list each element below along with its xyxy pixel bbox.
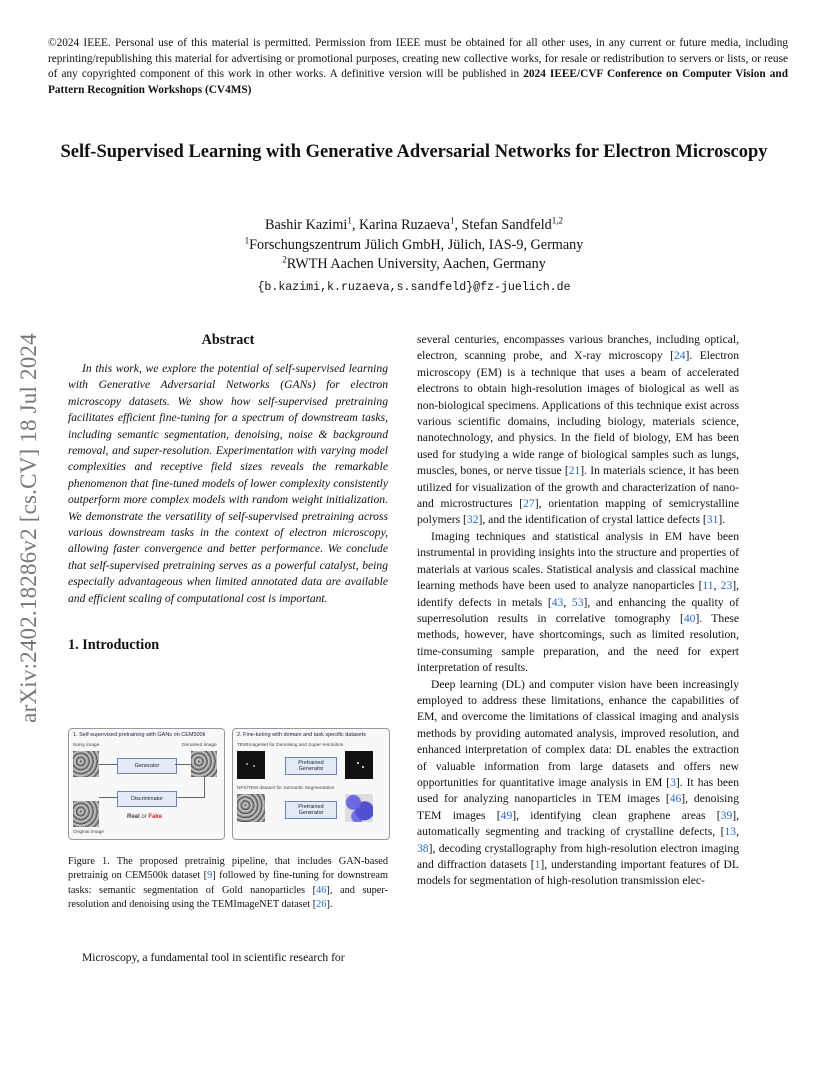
panel-title: 1. Self-supervised pretraining with GANs on CEM500k bbox=[73, 732, 206, 738]
citation[interactable]: 9 bbox=[207, 870, 213, 882]
dataset-label: TEMImageNet for Denoising and Super-resolution bbox=[237, 743, 344, 748]
citation[interactable]: 38 bbox=[417, 841, 429, 855]
citation[interactable]: 1 bbox=[534, 858, 541, 871]
section-heading-introduction: 1. Introduction bbox=[68, 637, 160, 654]
right-column bbox=[417, 332, 739, 890]
nfs-input-thumbnail bbox=[237, 794, 265, 822]
real-or-fake-label: Real or Fake bbox=[127, 814, 163, 820]
figure-panel-pretraining bbox=[68, 728, 225, 840]
body-paragraph: Imaging techniques and statistical analysis in EM have been instrumental in providing insights into the structure and properties of materials at various scales. Statistical analysis and classical machine learning methods have been used to analyze nanoparticles [11, 23], identify defects in metals [43, 53], and enhancing the quality of superresolution results in correlative tomography [40]. These methods, however, have shortcomings, such as limited resolution, time-consuming sample preparation, and the need for expert interpretation of results. bbox=[417, 529, 739, 675]
paper-title: Self-Supervised Learning with Generative Adversarial Networks for Electron Microscopy bbox=[60, 142, 768, 162]
citation[interactable]: 49 bbox=[500, 808, 513, 822]
abstract-text: In this work, we explore the potential of self-supervised learning with Generative Adversarial Networks (GANs) for electron microscopy datasets. We show how self-supervised pretraining facilitates efficient fine-tuning for a spectrum of downstream tasks, including semantic segmentation, denoising, noise & background removal, and super-resolution. Experimentation with varying model complexities and receptive field sizes reveals the remarkable phenomenon that fine-tuned models of lower complexity consistently outperform more complex models with random weight initialization. We demonstrate the versatility of self-supervised pretraining across various downstream tasks in the context of electron microscopy, allowing faster convergence and better performance. We conclude that self-supervised pretraining serves as a powerful catalyst, being especially advantageous when limited annotated data are available and efficient scaling of computational cost is important. bbox=[68, 362, 388, 605]
dataset-label: NFS/TEM dataset for Semantic Segmentation bbox=[237, 786, 335, 791]
citation[interactable]: 24 bbox=[673, 349, 686, 363]
citation[interactable]: 32 bbox=[466, 513, 479, 527]
left-column bbox=[68, 332, 388, 654]
original-image-thumbnail bbox=[73, 801, 99, 827]
noisy-image-thumbnail bbox=[73, 751, 99, 777]
arxiv-sidebar-stamp: arXiv:2402.18286v2 [cs.CV] 18 Jul 2024 bbox=[16, 332, 41, 723]
author-names: Bashir Kazimi$^1$, Karina Ruzaeva$^1$, Stefan Sandfeld$^{1,2}$ bbox=[264, 215, 564, 233]
body-paragraph: several centuries, encompasses various branches, including optical, electron, scanning probe, and X-ray microscopy [24]. Electron microscopy (EM) is a technique that uses a beam of accelerated electrons to obtain high-resolution images of biological as well as non-biological specimens. Applications of this technique exist across various scientific domains, including biology, materials science, nanotechnology, and physics. In the field of biology, EM has been used for studying a wide range of biological samples such as lungs, muscles, bones, or nerve tissue [21]. In materials science, it has been utilized for visualization of the growth and characterization of nano- and microstructures [27], orientation mapping of semicrystalline polymers [32], and the identification of crystal lattice defects [31]. bbox=[417, 333, 740, 527]
citation[interactable]: 23 bbox=[720, 579, 733, 593]
figure-caption: Figure 1. The proposed pretrainig pipeline, that includes GAN-based pretrainig on CEM500k dataset [9] followed by fine-tuning for downstream tasks: semantic segmentation of Gold nanoparticles [46], and super-resolution and denoising using the TEMImageNET dataset [26]. bbox=[68, 856, 388, 910]
noisy-image-label: Noisy image bbox=[73, 743, 100, 748]
copyright-notice: ©2024 IEEE. Personal use of this material is permitted. Permission from IEEE must be obtained for all other uses, in any current or future media, including reprinting/republishing this material for advertising or promotional purposes, creating new collective works, for resale or redistribution to servers or lists, or reuse of any copyrighted component of this work in other works. A definitive version will be published in 2024 IEEE/CVF Conference on Computer Vision and Pattern Recognition Workshops (CV4MS) bbox=[48, 37, 788, 96]
denoised-image-thumbnail bbox=[191, 751, 217, 777]
generator-box: Generator bbox=[117, 758, 177, 774]
citation[interactable]: 13 bbox=[724, 825, 737, 839]
citation[interactable]: 27 bbox=[523, 497, 535, 511]
author-name: Stefan Sandfeld bbox=[461, 217, 552, 233]
affiliation: $^2$RWTH Aachen University, Aachen, Germany bbox=[282, 254, 546, 273]
temimagenet-output-thumbnail bbox=[345, 751, 373, 779]
temimagenet-input-thumbnail bbox=[237, 751, 265, 779]
venue-name: 2024 IEEE/CVF Conference on Computer Vision and Pattern Recognition Workshops (CV4MS) bbox=[48, 68, 788, 96]
citation[interactable]: 31 bbox=[706, 513, 719, 527]
intro-paragraph-start: Microscopy, a fundamental tool in scientific research for bbox=[82, 951, 345, 964]
body-paragraph: Deep learning (DL) and computer vision have been increasingly employed to address these limitations, enhance the capabilities of EM, and overcome the limitations of classical imaging and analysis methods by providing automated analysis, improved resolution, and enhanced interpretation of complex data: DL enables the extraction of valuable information from large datasets and offers new opportunities for quantitative image analysis in EM [3]. It has been used for analyzing nanoparticles in TEM images [46], denoising TEM images [49], identifying clean graphene areas [39], automatically segmenting and tracking of crystalline defects, [13, 38], decoding crystallography from high-resolution electron imaging and diffraction datasets [1], understanding important features of DL models for segmentation of high-resolution transmission elec- bbox=[417, 677, 739, 888]
original-image-label: Original image bbox=[73, 830, 104, 835]
pretrained-generator-box: Pretrained Generator bbox=[285, 801, 337, 819]
citation[interactable]: 40 bbox=[683, 611, 696, 625]
pretrained-generator-box: Pretrained Generator bbox=[285, 757, 337, 775]
citation[interactable]: 43 bbox=[551, 595, 564, 609]
citation[interactable]: 11 bbox=[702, 579, 714, 593]
author-name: Karina Ruzaeva bbox=[358, 217, 450, 233]
author-block bbox=[0, 216, 828, 297]
citation[interactable]: 46 bbox=[669, 792, 682, 806]
segmentation-output-thumbnail bbox=[345, 794, 373, 822]
author-email: {b.kazimi,k.ruzaeva,s.sandfeld}@fz-juelich.de bbox=[257, 280, 571, 294]
abstract-heading: Abstract bbox=[201, 332, 255, 348]
citation[interactable]: 3 bbox=[670, 775, 676, 789]
figure-1 bbox=[68, 728, 388, 843]
affiliation: $^1$Forschungszentrum Jülich GmbH, Jülich, IAS-9, Germany bbox=[244, 234, 584, 253]
author-name: Bashir Kazimi bbox=[264, 217, 348, 233]
citation[interactable]: 53 bbox=[571, 595, 584, 609]
citation[interactable]: 46 bbox=[316, 884, 327, 896]
citation[interactable]: 26 bbox=[316, 898, 327, 910]
citation[interactable]: 21 bbox=[568, 464, 581, 478]
citation[interactable]: 39 bbox=[720, 808, 733, 822]
figure-panel-finetuning bbox=[232, 728, 390, 840]
discriminator-box: Discriminator bbox=[117, 791, 177, 807]
denoised-image-label: Denoised image bbox=[182, 743, 217, 748]
panel-title: 2. Fine-tuning with domain and task specific datasets bbox=[237, 732, 367, 738]
